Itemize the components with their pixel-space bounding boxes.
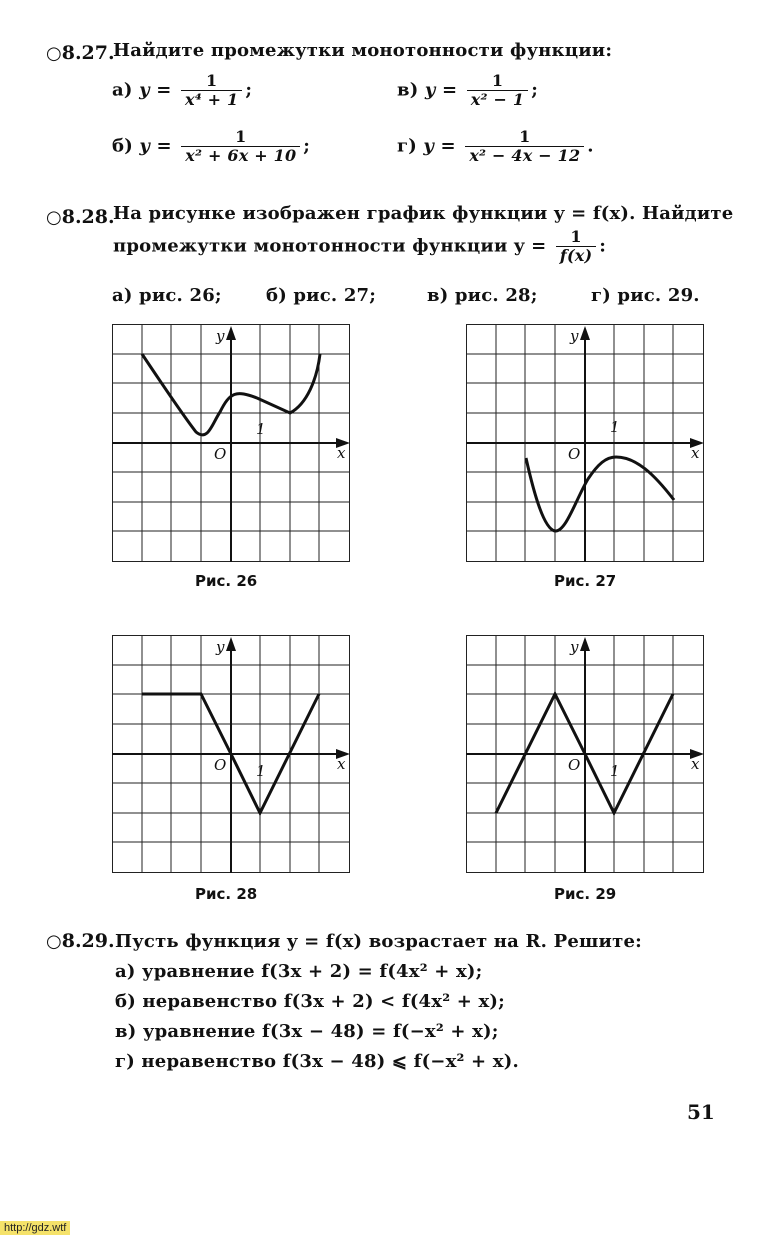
x-axis-label: x	[337, 755, 346, 773]
origin-label: O	[214, 445, 227, 463]
y-axis-arrow-icon	[226, 637, 236, 651]
problem-number-8-28: ○8.28.	[46, 206, 115, 228]
formula-g: г) y = $\frac{1}{\text{x² − 4x − 12}}$ .	[397, 127, 594, 165]
problem-text-8-28-line2: промежутки монотонности функции y = $\frac{1}{f(x)}$ :	[113, 227, 607, 265]
origin-label: O	[568, 445, 581, 463]
x-axis-label: x	[337, 444, 346, 462]
y-axis-label: y	[570, 638, 579, 656]
task-v: в) уравнение f(3x − 48) = f(−x² + x);	[115, 1021, 499, 1042]
figure-ref-v: в) рис. 28;	[427, 285, 538, 306]
figure-28-graph	[112, 635, 352, 879]
circle-marker-icon: ○	[46, 43, 62, 64]
problem-title-8-27: Найдите промежутки монотонности функции:	[113, 40, 613, 61]
figure-ref-b: б) рис. 27;	[266, 285, 377, 306]
figure-28-caption: Рис. 28	[195, 885, 258, 903]
function-curve	[526, 457, 674, 531]
figure-ref-g: г) рис. 29.	[591, 285, 700, 306]
formula-v: в) y = $\frac{1}{\text{x² − 1}}$ ;	[397, 71, 539, 109]
unit-label: 1	[610, 418, 620, 436]
circle-marker-icon: ○	[46, 931, 62, 952]
formula-b: б) y = $\frac{1}{\text{x² + 6x + 10}}$ ;	[112, 127, 311, 165]
figure-29-graph	[466, 635, 706, 879]
unit-label: 1	[610, 762, 620, 780]
figure-27-caption: Рис. 27	[554, 572, 617, 590]
x-axis-label: x	[691, 755, 700, 773]
footer-url[interactable]: http://gdz.wtf	[0, 1221, 70, 1235]
problem-number-8-29: ○8.29.	[46, 930, 115, 952]
formula-a: а) y = $\frac{1}{\text{x⁴ + 1}}$ ;	[112, 71, 253, 109]
figure-26-caption: Рис. 26	[195, 572, 258, 590]
origin-label: O	[214, 756, 227, 774]
circle-marker-icon: ○	[46, 207, 62, 228]
task-b: б) неравенство f(3x + 2) < f(4x² + x);	[115, 991, 505, 1012]
y-axis-label: y	[216, 638, 225, 656]
problem-number-8-27: ○8.27.	[46, 42, 115, 64]
y-axis-label: y	[570, 327, 579, 345]
task-g: г) неравенство f(3x − 48) ⩽ f(−x² + x).	[115, 1051, 519, 1072]
origin-label: O	[568, 756, 581, 774]
y-axis-arrow-icon	[580, 637, 590, 651]
page-number: 51	[687, 1100, 715, 1124]
y-axis-label: y	[216, 327, 225, 345]
figure-27-graph	[466, 324, 706, 568]
figure-26-graph	[112, 324, 352, 568]
figure-29-caption: Рис. 29	[554, 885, 617, 903]
unit-label: 1	[256, 420, 266, 438]
y-axis-arrow-icon	[226, 326, 236, 340]
problem-title-8-29: Пусть функция y = f(x) возрастает на R. Решите:	[115, 931, 642, 952]
problem-text-8-28-line1: На рисунке изображен график функции y = f(x). Найдите	[113, 203, 734, 224]
figure-ref-a: а) рис. 26;	[112, 285, 222, 306]
y-axis-arrow-icon	[580, 326, 590, 340]
x-axis-label: x	[691, 444, 700, 462]
unit-label: 1	[256, 762, 266, 780]
task-a: а) уравнение f(3x + 2) = f(4x² + x);	[115, 961, 483, 982]
